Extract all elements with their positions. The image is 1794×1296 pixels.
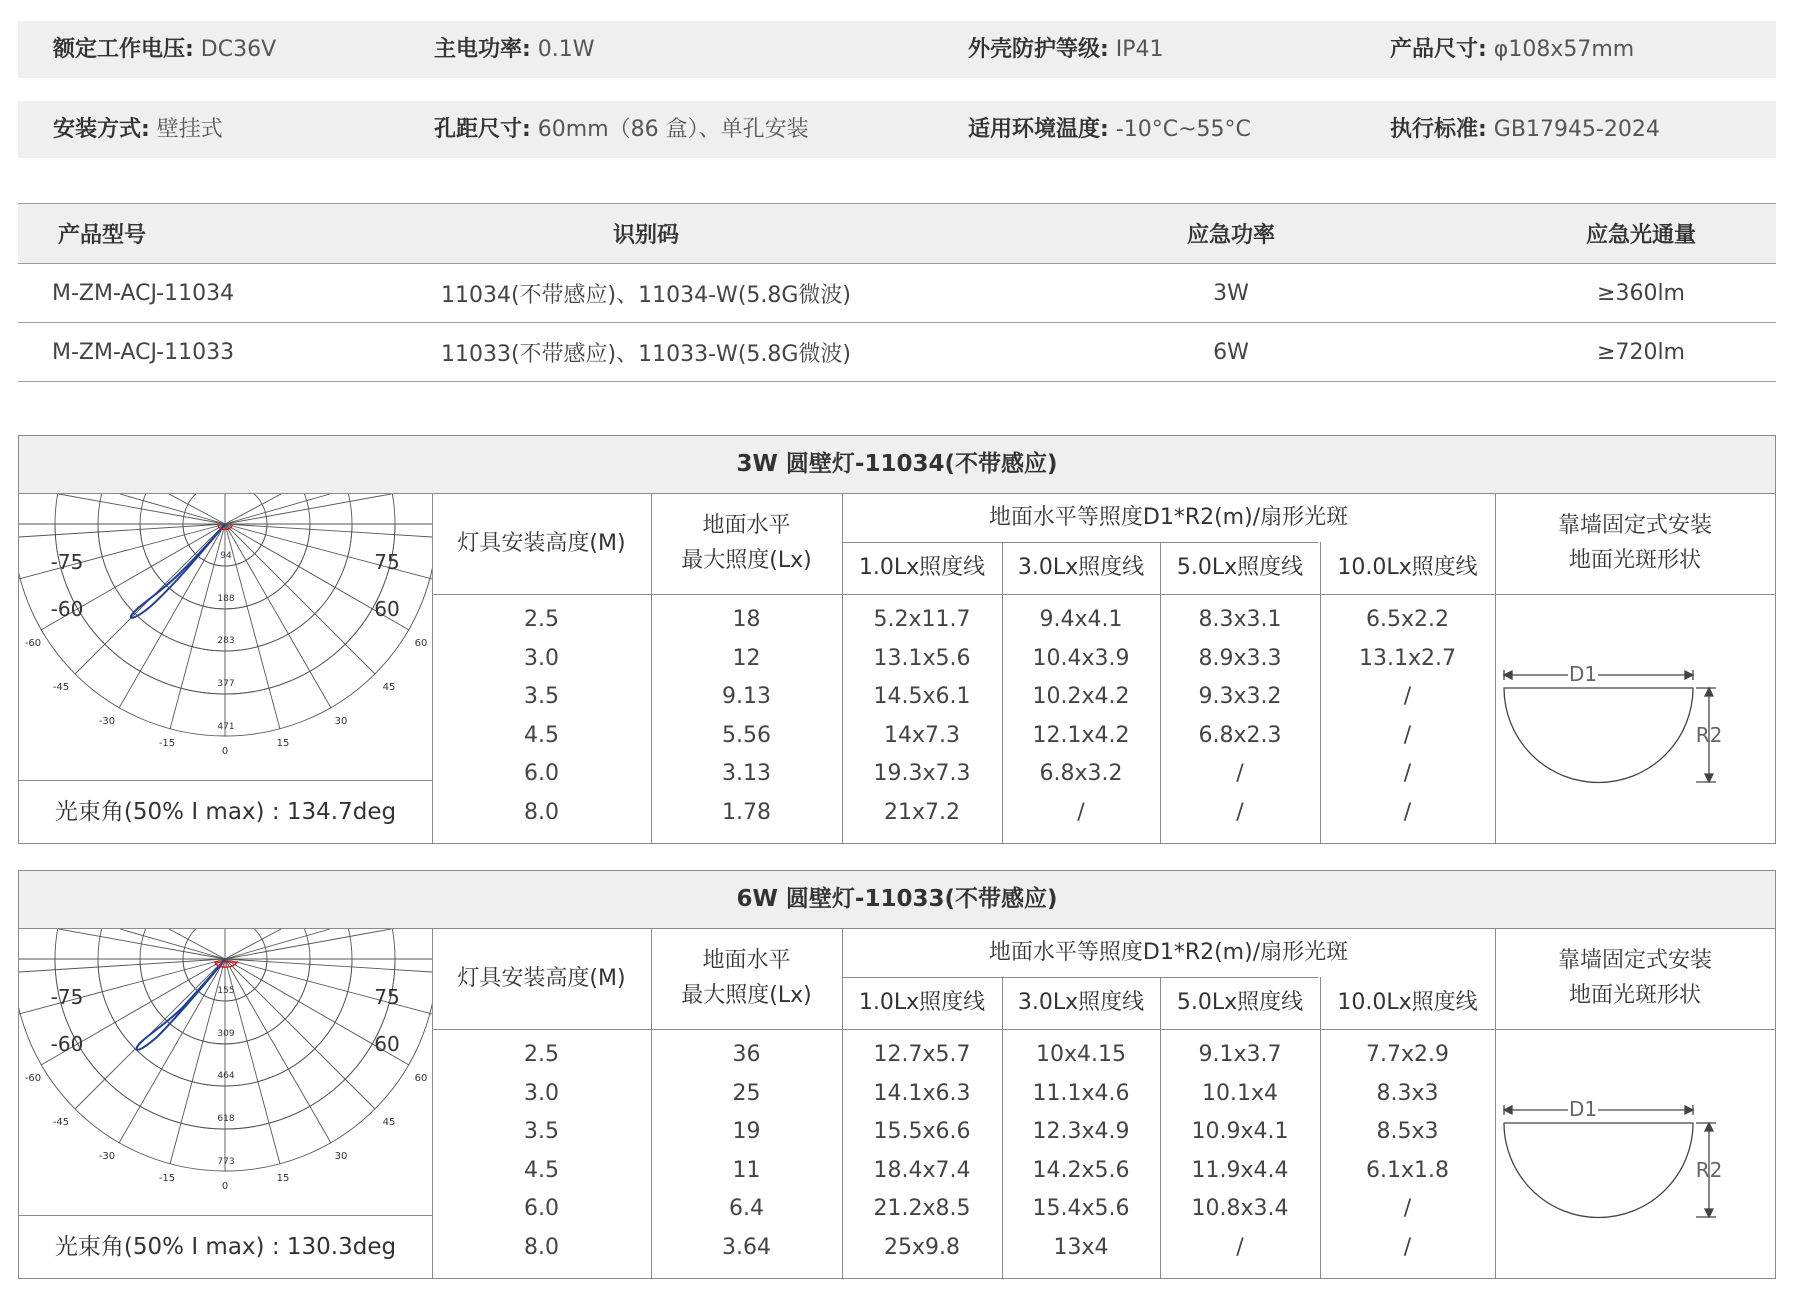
cell: 3.5 (524, 1119, 559, 1144)
header-max-lux: 地面水平 最大照度(Lx) (681, 948, 812, 1008)
cell: 5.56 (722, 722, 771, 748)
cell: 10.4x3.9 (1032, 645, 1130, 671)
power-cell: 3W (986, 264, 1376, 323)
angle-label: 0 (221, 1181, 229, 1192)
header-max-lux: 地面水平 最大照度(Lx) (681, 513, 812, 573)
spec-size: 产品尺寸: φ108x57mm (1390, 37, 1635, 62)
header-contour-group: 地面水平等照度D1*R2(m)/扇形光斑 (988, 505, 1349, 530)
cell: 10.2x4.2 (1032, 684, 1130, 709)
angle-label: 75 (374, 550, 400, 574)
cell: 11.9x4.4 (1191, 1157, 1289, 1183)
cell: 21.2x8.5 (873, 1196, 971, 1221)
spec-hole-spacing: 孔距尺寸: 60mm（86 盒）、单孔安装 (434, 117, 809, 142)
col-5lx (1160, 601, 1320, 832)
radial-label: 309 (217, 1029, 235, 1039)
flux-cell: ≥360lm (1376, 264, 1776, 323)
cell: / (1403, 722, 1412, 748)
cell: 7.7x2.9 (1366, 1042, 1449, 1067)
header-10lx: 10.0Lx照度线 (1337, 555, 1478, 580)
polar-spoke (225, 494, 330, 524)
angle-label: -30 (98, 716, 116, 727)
polar-spoke (225, 929, 391, 959)
angle-label: -30 (98, 1151, 116, 1162)
header-5lx: 5.0Lx照度线 (1176, 555, 1304, 580)
header-3lx: 3.0Lx照度线 (1017, 990, 1145, 1015)
header-emergency-power: 应急功率 (986, 204, 1376, 264)
cell: 19.3x7.3 (873, 761, 971, 786)
spec-bar-1 (18, 21, 1776, 78)
model-cell: M-ZM-ACJ-11033 (18, 323, 306, 382)
cell: 12 (732, 645, 761, 671)
cell: 9.4x4.1 (1039, 607, 1123, 632)
cell: 8.5x3 (1376, 1119, 1439, 1144)
light-spot-shape-diagram (1494, 1093, 1734, 1233)
header-contour-group: 地面水平等照度D1*R2(m)/扇形光斑 (988, 940, 1349, 965)
cell: 4.5 (524, 1157, 559, 1183)
id-code-cell: 11034(不带感应)、11034-W(5.8G微波) (306, 264, 986, 323)
power-cell: 6W (986, 323, 1376, 382)
angle-label: -45 (52, 1117, 70, 1128)
cell: 10x4.15 (1036, 1042, 1126, 1067)
cell: 14.1x6.3 (873, 1080, 971, 1106)
spec-bar-2 (18, 101, 1776, 158)
cell: 9.1x3.7 (1198, 1042, 1282, 1067)
angle-label: 60 (414, 1073, 428, 1084)
polar-spoke (59, 494, 225, 524)
cell: 8.9x3.3 (1198, 645, 1282, 671)
header-5lx: 5.0Lx照度线 (1176, 990, 1304, 1015)
cell: 2.5 (524, 1042, 559, 1067)
header-3lx: 3.0Lx照度线 (1017, 555, 1145, 580)
angle-label: -45 (52, 682, 70, 693)
cell: 3.0 (524, 1080, 559, 1106)
beam-angle: 光束角(50% I max) : 130.3deg (19, 1215, 432, 1279)
cell: 15.5x6.6 (873, 1119, 971, 1144)
cell: 10.9x4.1 (1191, 1119, 1289, 1144)
cell: 3.64 (722, 1234, 771, 1260)
cell: 8.0 (524, 1234, 559, 1260)
cell: 8.0 (524, 799, 559, 825)
cell: 4.5 (524, 722, 559, 748)
polar-spoke (19, 524, 225, 537)
intensity-curve-red (215, 962, 237, 967)
cell: / (1236, 1234, 1244, 1260)
angle-label: 60 (414, 638, 428, 649)
cell: / (1403, 1234, 1412, 1260)
spec-mounting: 安装方式: 壁挂式 (53, 117, 223, 142)
angle-label: 30 (334, 716, 348, 727)
header-install-height: 灯具安装高度(M) (457, 531, 626, 556)
polar-spoke (225, 494, 281, 524)
radial-label: 773 (217, 1157, 235, 1167)
col-10lx (1320, 1036, 1495, 1267)
polar-spoke (225, 929, 281, 959)
polar-spoke (19, 959, 225, 972)
header-install-height: 灯具安装高度(M) (457, 966, 626, 991)
models-header-row (18, 204, 1776, 264)
angle-label: -60 (24, 1073, 42, 1084)
col-10lx (1320, 601, 1495, 832)
r2-label: R2 (1695, 1158, 1723, 1182)
header-10lx: 10.0Lx照度线 (1337, 990, 1478, 1015)
polar-spoke (169, 494, 225, 524)
cell: / (1077, 799, 1085, 825)
cell: 2.5 (524, 607, 559, 632)
angle-label: -60 (24, 638, 42, 649)
table-row (18, 323, 1776, 382)
cell: 5.2x11.7 (873, 607, 971, 632)
header-model: 产品型号 (18, 204, 306, 264)
beam-angle: 光束角(50% I max) : 134.7deg (19, 780, 432, 844)
col-1lx (842, 601, 1002, 832)
angle-label: -75 (50, 550, 84, 574)
cell: 12.1x4.2 (1032, 722, 1130, 748)
cell: 6.4 (729, 1196, 764, 1221)
polar-spoke (225, 959, 432, 1014)
light-spot-shape-diagram (1494, 658, 1734, 798)
header-1lx: 1.0Lx照度线 (858, 990, 986, 1015)
polar-spoke (120, 494, 225, 524)
angle-label: 75 (374, 985, 400, 1009)
cell: 13x4 (1053, 1234, 1109, 1260)
cell: / (1236, 761, 1244, 786)
angle-label: -75 (50, 985, 84, 1009)
radial-label: 155 (217, 986, 235, 996)
polar-spoke (225, 494, 391, 524)
polar-intensity-diagram (19, 929, 432, 1215)
radial-label: 188 (217, 594, 235, 604)
angle-label: 30 (334, 1151, 348, 1162)
polar-spoke (225, 959, 375, 1109)
polar-spoke (225, 524, 432, 579)
radial-label: 618 (217, 1114, 235, 1124)
polar-spoke (225, 524, 375, 674)
cell: / (1403, 1196, 1412, 1221)
col-max-lux (651, 601, 842, 832)
radial-label: 471 (217, 722, 235, 732)
cell: 9.13 (722, 684, 771, 709)
cell: / (1236, 799, 1244, 825)
cell: / (1403, 684, 1412, 709)
d1-label: D1 (1568, 1097, 1598, 1121)
polar-spoke (120, 929, 225, 959)
table-row (18, 264, 1776, 323)
cell: 3.5 (524, 684, 559, 709)
angle-label: -60 (50, 597, 84, 621)
angle-label: 0 (221, 746, 229, 757)
col-3lx (1002, 601, 1160, 832)
cell: / (1403, 799, 1412, 825)
photometric-block-3w (18, 435, 1776, 844)
angle-label: 45 (382, 682, 396, 693)
cell: 18.4x7.4 (873, 1157, 971, 1183)
cell: 36 (732, 1042, 761, 1067)
radial-label: 283 (217, 636, 235, 646)
radial-label: 464 (217, 1071, 235, 1081)
flux-cell: ≥720lm (1376, 323, 1776, 382)
d1-label: D1 (1568, 662, 1598, 686)
cell: 12.7x5.7 (873, 1042, 971, 1067)
cell: 11 (732, 1157, 761, 1183)
cell: 6.0 (524, 761, 559, 786)
cell: 3.13 (722, 761, 771, 786)
spec-ip-rating: 外壳防护等级: IP41 (968, 37, 1164, 62)
angle-label: 15 (276, 1173, 290, 1184)
radial-label: 377 (217, 679, 235, 689)
cell: 19 (732, 1119, 761, 1144)
cell: 1.78 (722, 799, 771, 825)
polar-spoke (169, 929, 225, 959)
polar-spoke (225, 929, 330, 959)
cell: 6.8x3.2 (1039, 761, 1123, 786)
polar-spoke (225, 524, 432, 537)
cell: 3.0 (524, 645, 559, 671)
r2-label: R2 (1695, 723, 1723, 747)
polar-spoke (59, 929, 225, 959)
cell: 14x7.3 (883, 722, 960, 748)
cell: 25 (732, 1080, 761, 1106)
cell: 13.1x2.7 (1359, 645, 1456, 671)
cell: 14.5x6.1 (873, 684, 971, 709)
cell: 6.0 (524, 1196, 559, 1221)
cell: 18 (732, 607, 761, 632)
polar-intensity-diagram (19, 494, 432, 780)
header-mounting: 靠墙固定式安装 地面光斑形状 (1557, 513, 1712, 573)
cell: 21x7.2 (883, 799, 960, 825)
col-1lx (842, 1036, 1002, 1267)
spec-power: 主电功率: 0.1W (434, 37, 595, 62)
cell: 14.2x5.6 (1032, 1157, 1130, 1183)
col-height (432, 601, 651, 832)
block-title: 3W 圆壁灯-11034(不带感应) (19, 436, 1775, 494)
cell: 6.5x2.2 (1366, 607, 1449, 632)
polar-spoke (225, 524, 331, 708)
cell: 15.4x5.6 (1032, 1196, 1130, 1221)
angle-label: -60 (50, 1032, 84, 1056)
header-1lx: 1.0Lx照度线 (858, 555, 986, 580)
id-code-cell: 11033(不带感应)、11033-W(5.8G微波) (306, 323, 986, 382)
models-table (18, 203, 1776, 382)
spec-temperature: 适用环境温度: -10°C~55°C (968, 117, 1251, 142)
cell: 6.1x1.8 (1366, 1157, 1449, 1183)
angle-label: -15 (158, 738, 176, 749)
header-mounting: 靠墙固定式安装 地面光斑形状 (1557, 948, 1712, 1008)
angle-label: 45 (382, 1117, 396, 1128)
col-max-lux (651, 1036, 842, 1267)
col-height (432, 1036, 651, 1267)
cell: 10.8x3.4 (1191, 1196, 1289, 1221)
cell: 12.3x4.9 (1032, 1119, 1130, 1144)
angle-label: -15 (158, 1173, 176, 1184)
cell: 13.1x5.6 (873, 645, 971, 671)
polar-spoke (119, 959, 225, 1143)
angle-label: 60 (374, 1032, 400, 1056)
cell: 8.3x3.1 (1198, 607, 1282, 632)
cell: 25x9.8 (883, 1234, 960, 1260)
angle-label: 60 (374, 597, 400, 621)
header-emergency-flux: 应急光通量 (1376, 204, 1776, 264)
angle-label: 15 (276, 738, 290, 749)
model-cell: M-ZM-ACJ-11034 (18, 264, 306, 323)
photometric-block-6w (18, 870, 1776, 1279)
cell: 11.1x4.6 (1032, 1080, 1130, 1106)
cell: 10.1x4 (1201, 1080, 1278, 1106)
polar-spoke (225, 524, 280, 729)
spec-voltage: 额定工作电压: DC36V (53, 37, 277, 62)
polar-spoke (225, 959, 432, 972)
cell: 9.3x3.2 (1198, 684, 1282, 709)
cell: 6.8x2.3 (1198, 722, 1282, 748)
col-5lx (1160, 1036, 1320, 1267)
radial-label: 94 (220, 551, 232, 561)
block-title: 6W 圆壁灯-11033(不带感应) (19, 871, 1775, 929)
cell: / (1403, 761, 1412, 786)
spec-standard: 执行标准: GB17945-2024 (1390, 117, 1660, 142)
col-3lx (1002, 1036, 1160, 1267)
header-id-code: 识别码 (306, 204, 986, 264)
cell: 8.3x3 (1376, 1080, 1439, 1106)
polar-spoke (225, 959, 331, 1143)
